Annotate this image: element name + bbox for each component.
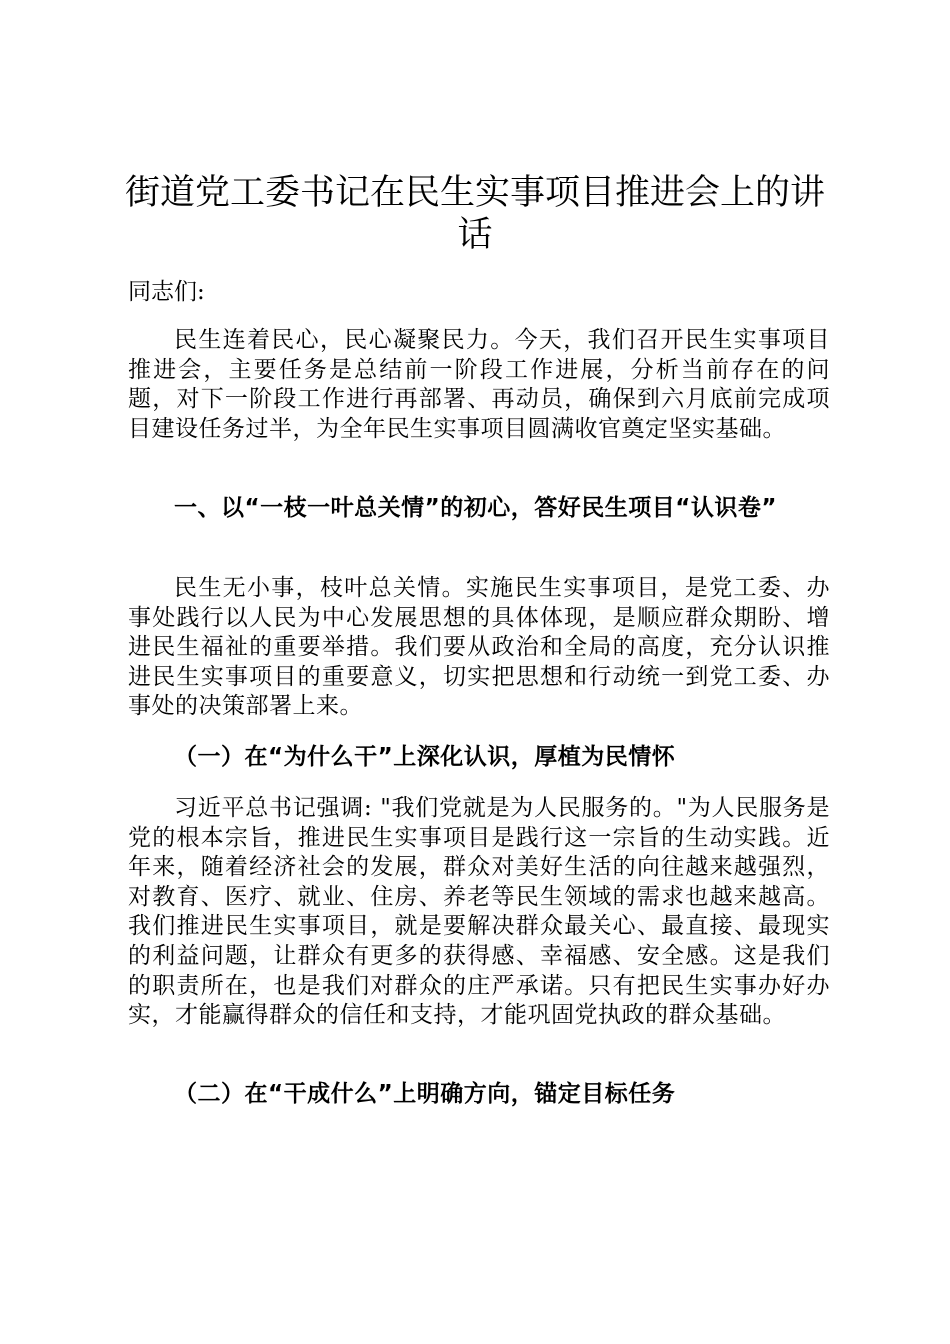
subsection-heading: （二）在“干成什么”上明确方向，锚定目标任务 <box>174 1081 676 1107</box>
section-heading: 一、以“一枝一叶总关情”的初心，答好民生项目“认识卷” <box>174 495 777 521</box>
paragraph: 民生无小事，枝叶总关情。实施民生实事项目，是党工委、办事处践行以人民为中心发展思想的具体体现，是顺应群众期盼、增进民生福祉的重要举措。我们要从政治和全局的高度，充分认识推进民生实事项目的重要意义，切实把思想和行动统一到党工委、办事处的决策部署上来。 <box>128 575 830 720</box>
subsection-heading: （一）在“为什么干”上深化认识，厚植为民情怀 <box>174 744 676 770</box>
paragraph: 民生连着民心，民心凝聚民力。今天，我们召开民生实事项目推进会，主要任务是总结前一阶段工作进展，分析当前存在的问题，对下一阶段工作进行再部署、再动员，确保到六月底前完成项目建设任务过半，为全年民生实事项目圆满收官奠定坚实基础。 <box>128 327 830 442</box>
salutation: 同志们: <box>128 279 205 305</box>
paragraph: 习近平总书记强调: "我们党就是为人民服务的。"为人民服务是党的根本宗旨，推进民生实事项目是践行这一宗旨的生动实践。近年来，随着经济社会的发展，群众对美好生活的向往越来越强烈，对教育、医疗、就业、住房、养老等民生领域的需求也越来越高。我们推进民生实事项目，就是要解决群众最关心、最直接、最现实的利益问题，让群众有更多的获得感、幸福感、安全感。这是我们的职责所在，也是我们对群众的庄严承诺。只有把民生实事办好办实，才能赢得群众的信任和支持，才能巩固党执政的群众基础。 <box>128 795 830 1029</box>
document-title: 街道党工委书记在民生实事项目推进会上的讲话 <box>124 173 825 255</box>
